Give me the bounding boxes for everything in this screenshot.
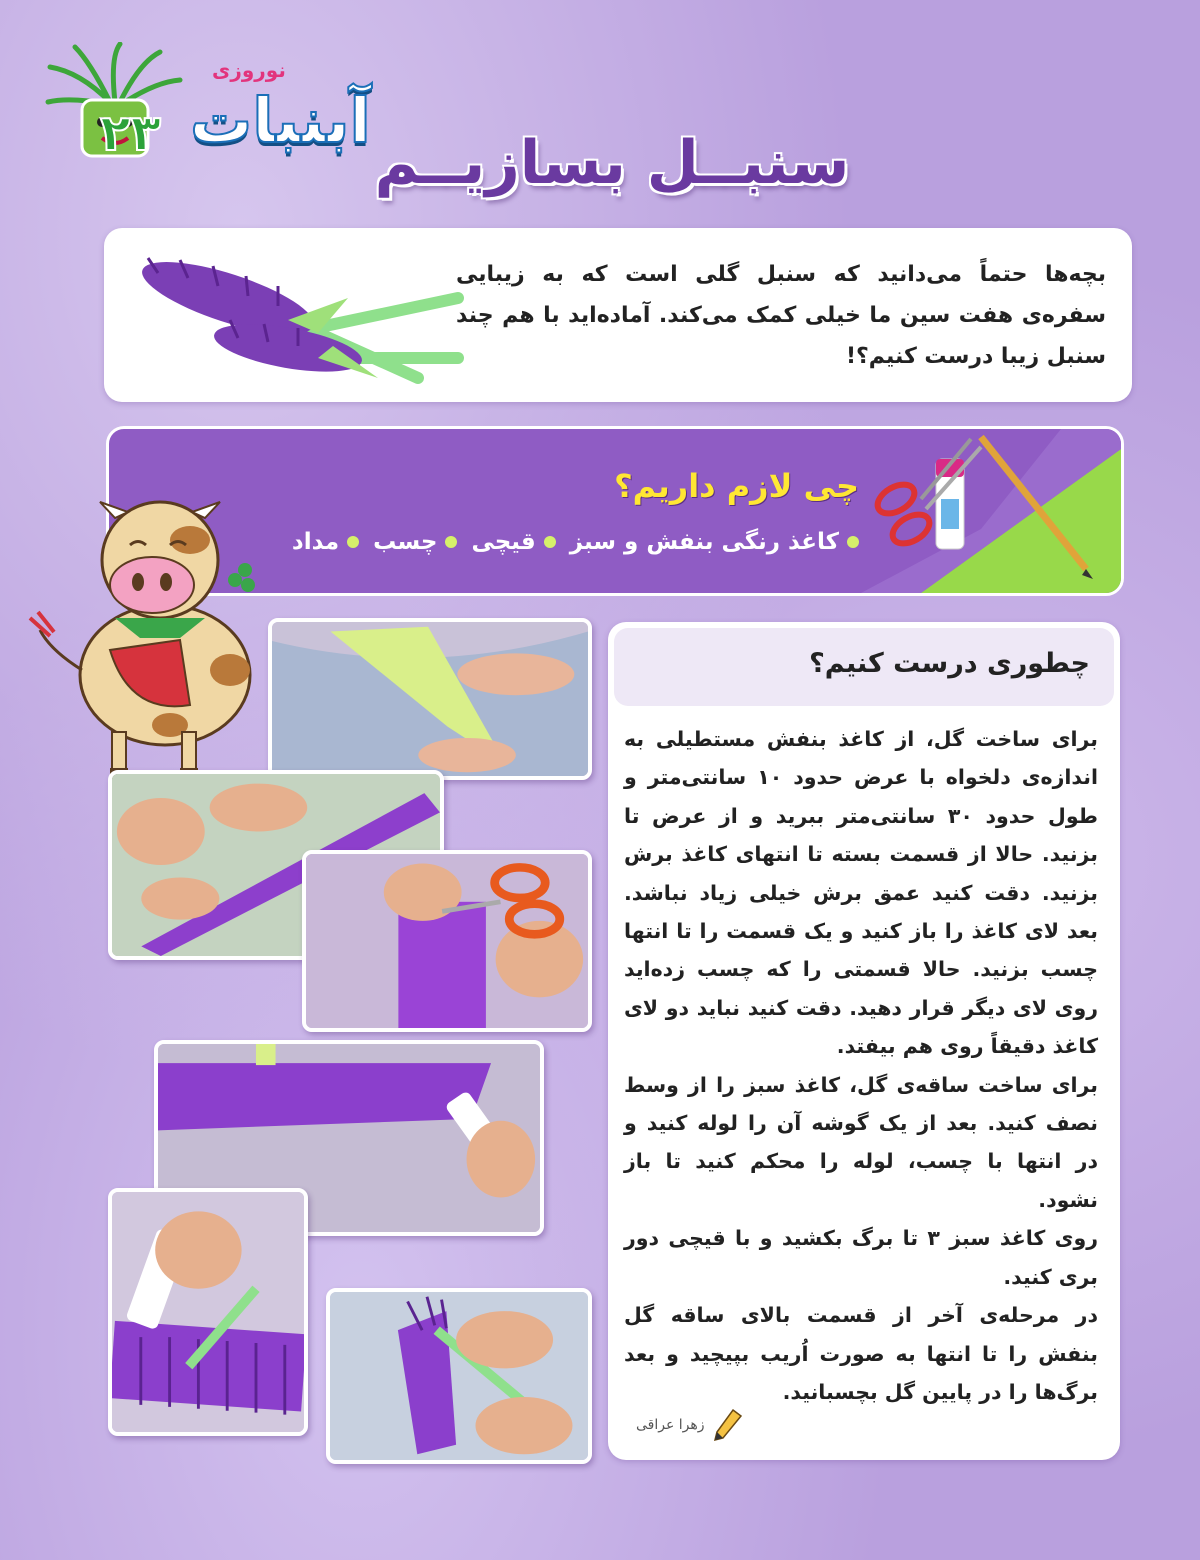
cow-mascot-illustration	[20, 500, 280, 790]
step-photo-1	[268, 618, 592, 780]
materials-photo	[861, 429, 1121, 593]
material-scissors: قیچی	[471, 529, 536, 555]
list-item	[292, 529, 359, 555]
step-photo-3	[302, 850, 592, 1032]
material-pencil: مداد	[291, 529, 340, 555]
bullet-icon	[847, 536, 859, 548]
instructions-paragraph: برای ساخت ساقه‌ی گل، کاغذ سبز را از وسط نصف کنید. بعد از یک گوشه آن را لوله کنید و در انتها با چسب، لوله را محکم کنید تا باز نشود.	[624, 1072, 1098, 1212]
materials-list	[292, 529, 859, 555]
step-photo-5	[108, 1188, 308, 1436]
step-photo-6	[326, 1288, 592, 1464]
instructions-card	[608, 622, 1120, 1460]
instructions-paragraph: در مرحله‌ی آخر از قسمت بالای ساقه گل بنفش را تا انتها به صورت اُریب بپیچید و بعد برگ‌ها را در پایین گل بچسبانید.	[624, 1303, 1098, 1404]
list-item	[471, 529, 555, 555]
list-item	[570, 529, 859, 555]
issue-number: ۲۳	[100, 104, 162, 162]
bullet-icon	[347, 536, 359, 548]
logo-name: آبنبات	[190, 84, 371, 157]
magazine-logo	[40, 42, 370, 162]
author-name: زهرا عراقی	[636, 1417, 705, 1433]
instructions-text	[624, 720, 1098, 1411]
logo-subtitle: نوروزی	[212, 58, 286, 82]
list-item	[373, 529, 457, 555]
instructions-paragraph: روی کاغذ سبز ۳ تا برگ بکشید و با قیچی دور بری کنید.	[624, 1226, 1098, 1289]
intro-text: بچه‌ها حتماً می‌دانید که سنبل گلی است که به زیبایی سفره‌ی هفت سین ما خیلی کمک می‌کند. آماده‌اید با هم چند سنبل زیبا درست کنیم؟!	[456, 262, 1106, 369]
bullet-icon	[445, 536, 457, 548]
instructions-paragraph: برای ساخت گل، از کاغذ بنفش مستطیلی به اندازه‌ی دلخواه با عرض حدود ۱۰ سانتی‌متر و طول حدود ۳۰ سانتی‌متر ببرید و از عرض تا بزنید. حالا از قسمت بسته تا انتهای کاغذ برش بزنید. دقت کنید عمق برش خیلی زیاد نباشد. بعد لای کاغذ را باز کنید و یک قسمت را تا انتها چسب بزنید. حالا قسمتی را که چسب زده‌اید روی لای دیگر قرار دهید. دقت کنید نباید دو لای کاغذ دقیقاً روی هم بیفتد.	[624, 727, 1098, 1059]
material-glue: چسب	[373, 529, 438, 555]
hyacinth-photo	[118, 238, 474, 394]
instructions-title: چطوری درست کنیم؟	[809, 648, 1090, 679]
material-paper: کاغذ رنگی بنفش و سبز	[569, 529, 839, 555]
author-credit	[636, 1408, 743, 1442]
page-title: سنبــل بسازیــم	[374, 128, 850, 198]
instructions-header	[614, 628, 1114, 706]
bullet-icon	[544, 536, 556, 548]
pencil-icon	[713, 1408, 743, 1442]
intro-card	[104, 228, 1132, 402]
materials-title: چی لازم داریم؟	[614, 467, 859, 505]
